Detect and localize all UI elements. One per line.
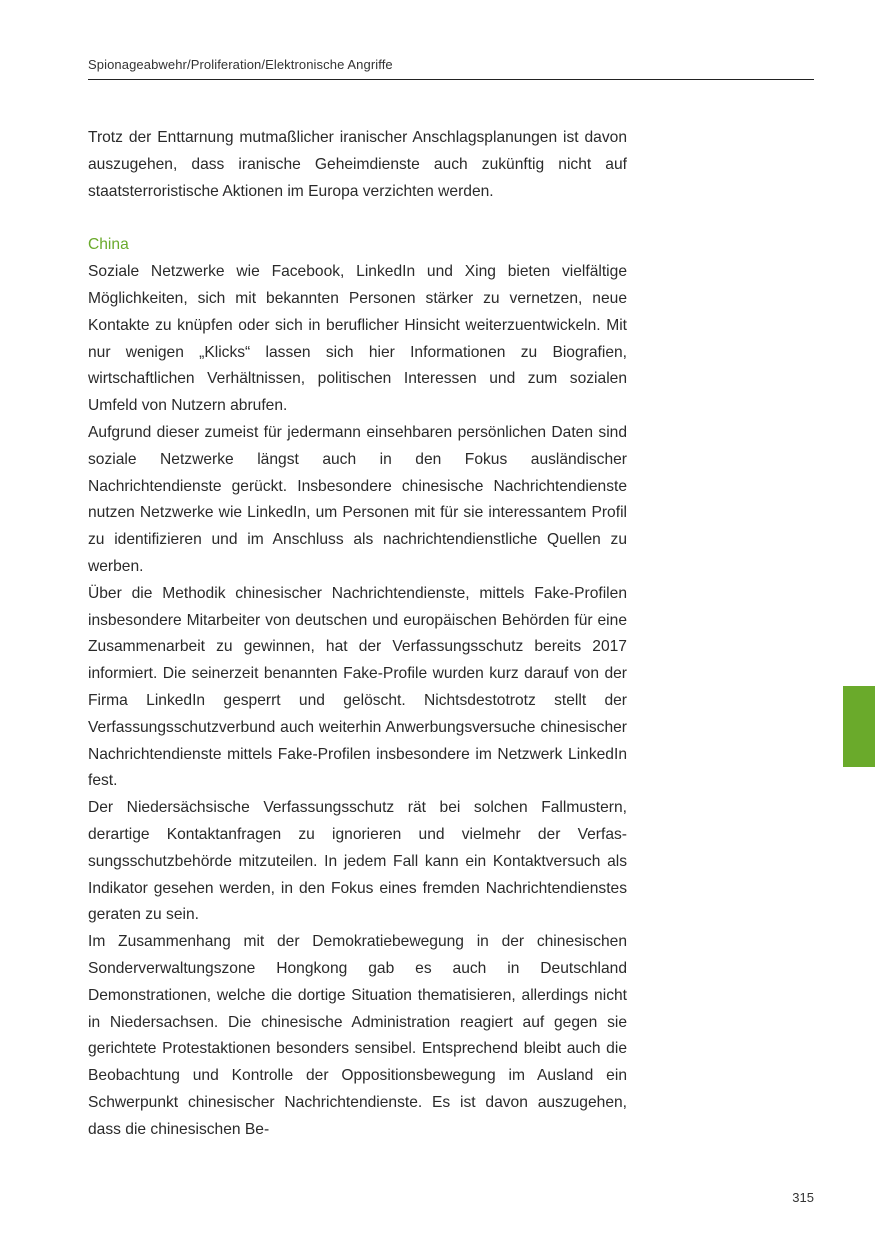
section-heading-china: China xyxy=(88,236,129,254)
page-number: 315 xyxy=(792,1190,814,1205)
paragraph-recommendation: Der Niedersächsische Verfassungsschutz rät bei solchen Fallmustern, derartige Kontaktanfragen zu ignorieren und vielmehr der Verfassungsschutzbehörde mitzuteilen. In jedem Fall kann ein Kontaktversuch als Indikator gesehen werden, in den Fokus eines fremden Nachrichtendienstes geraten zu sein. xyxy=(88,799,627,924)
paragraph-fake-profiles: Über die Methodik chinesischer Nachrichtendienste, mittels Fake-Profilen insbesondere Mitarbeiter von deutschen und europäischen Behörden für eine Zusammenarbeit zu gewinnen, hat der Verfassungsschutz bereits 2017 informiert. Die seinerzeit benannten Fake-Profile wurden kurz darauf von der Firma LinkedIn gesperrt und gelöscht. Nichtsdestotrotz stellt der Verfassungsschutzverbund auch weiterhin Anwerbungsversuche chinesischer Nachrichtendienste mittels Fake-Profilen insbesondere im Netzwerk LinkedIn fest. xyxy=(88,584,627,790)
intro-paragraph: Trotz der Enttarnung mutmaßlicher iranischer Anschlagsplanungen ist davon auszugehen, dass iranische Geheimdienste auch zukünftig nicht auf staatsterroristische Aktionen im Europa verzichten werden. xyxy=(88,129,627,200)
paragraph-social-networks: Soziale Netzwerke wie Facebook, LinkedIn und Xing bieten vielfältige Möglichkeiten, sich mit bekannten Personen stärker zu vernetzen, neue Kontakte zu knüpfen oder sich in beruflicher Hinsicht weiterzuentwickeln. Mit nur wenigen „Klicks“ lassen sich hier Informationen zu Biografien, wirtschaftlichen Verhältnissen, politischen Interessen und zum sozialen Umfeld von Nutzern abrufen. xyxy=(88,263,627,415)
chapter-thumb-tab xyxy=(843,686,875,767)
running-header: Spionageabwehr/Proliferation/Elektronische Angriffe xyxy=(88,57,393,72)
header-rule xyxy=(88,79,814,80)
paragraph-hongkong: Im Zusammenhang mit der Demokratiebewegung in der chinesischen Sonderverwaltungszone Hongkong gab es auch in Deutschland Demonstrationen, welche die dortige Situation thematisieren, allerdings nicht in Niedersachsen. Die chinesische Administration reagiert auf gegen sie gerichtete Protestaktionen besonders sensibel. Entsprechend bleibt auch die Beobachtung und Kontrolle der Oppositionsbewegung im Ausland ein Schwerpunkt chinesischer Nachrichtendienste. Es ist davon auszugehen, dass die chinesischen Be- xyxy=(88,933,627,1138)
paragraph-foreign-services-focus: Aufgrund dieser zumeist für jedermann einsehbaren persönlichen Daten sind soziale Netzwerke längst auch in den Fokus ausländischer Nachrichtendienste gerückt. Insbesondere chinesische Nachrichtendienste nutzen Netzwerke wie LinkedIn, um Personen mit für sie interessantem Profil zu identifizieren und im Anschluss als nachrichtendienstliche Quellen zu werben. xyxy=(88,423,627,575)
body-column xyxy=(88,125,627,1143)
